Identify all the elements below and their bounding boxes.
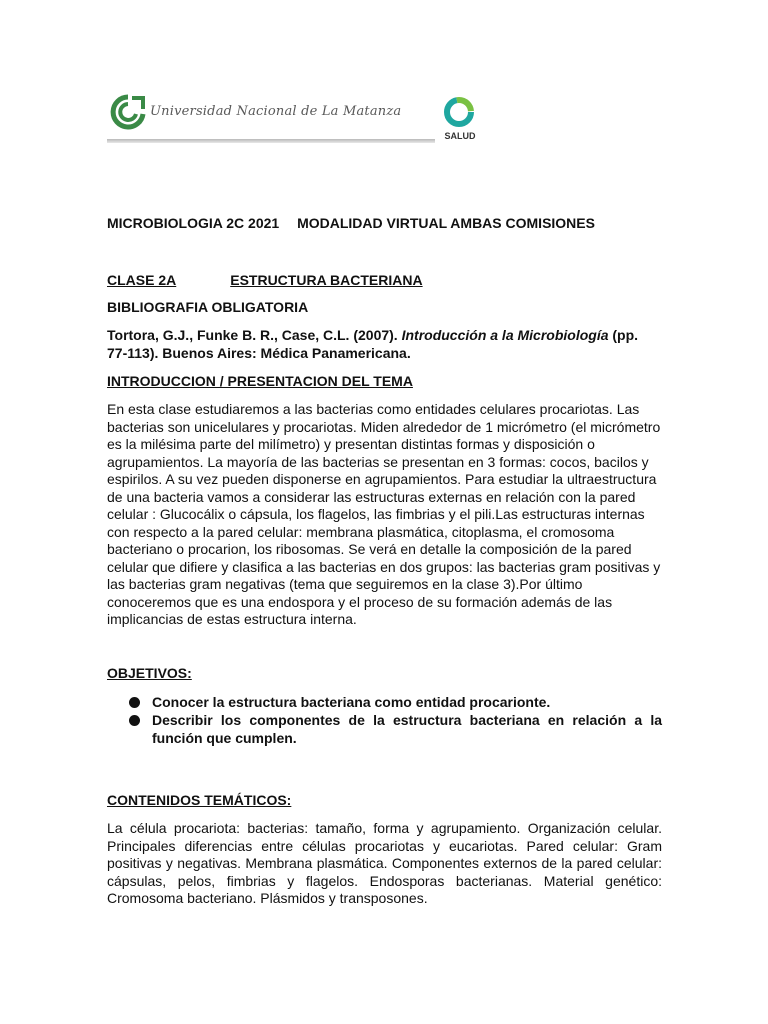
class-topic: ESTRUCTURA BACTERIANA	[230, 272, 423, 288]
university-logo-icon	[110, 94, 146, 134]
bibliography-heading: BIBLIOGRAFIA OBLIGATORIA	[107, 299, 309, 315]
contents-paragraph: La célula procariota: bacterias: tamaño, forma y agrupamiento. Organización celular. Principales diferencias entre células procariotas y eucariotas. Pared celular: Gram positivas y negativas. Membrana plasmática. Componentes externos de la pared celular: cápsulas, pelos, fimbrias y flagelos. Endosporas bacterianas. Material genético: Cromosoma bacteriano. Plásmidos y transposones.	[107, 820, 662, 906]
course-name: MICROBIOLOGIA 2C 2021	[107, 215, 280, 231]
introduction-heading: INTRODUCCION / PRESENTACION DEL TEMA	[107, 373, 413, 389]
list-item	[127, 693, 662, 711]
reference-details: (pp. 77-113). Buenos Aires: Médica Panamericana.	[107, 327, 639, 361]
bullet-icon	[129, 697, 140, 708]
introduction-paragraph: En esta clase estudiaremos a las bacterias como entidades celulares procariotas. Las bacterias son unicelulares y procariotas. Miden alrededor de 1 micrómetro (el micrómetro es la milésima parte del milímetro) y presentan distintas formas y disposición o agrupamientos. La mayoría de las bacterias se presentan en 3 formas: cocos, bacilos y espirilos. A su vez pueden disponerse en agrupamientos. Para estudiar la ultraestructura de una bacteria vamos a considerar las estructuras externas en relación con la pared celular : Glucocálix o cápsula, los flagelos, las fimbrias y el pili.Las estructuras internas con respecto a la pared celular: membrana plasmática, citoplasma, el cromosoma bacteriano o procarion, los ribosomas. Se verá en detalle la composición de la pared celular que difiere y clasifica a las bacterias en dos grupos: las bacterias gram positivas y las bacterias gram negativas (tema que seguiremos en la clase 3).Por último conoceremos que es una endospora y el proceso de su formación además de las implicancias de estas estructura interna.	[107, 401, 661, 627]
contents-heading: CONTENIDOS TEMÁTICOS:	[107, 792, 292, 808]
objectives-heading: OBJETIVOS:	[107, 665, 192, 681]
objectives-list	[127, 693, 662, 747]
header-divider	[107, 139, 435, 143]
objective-text: Describir los componentes de la estructura bacteriana en relación a la función que cumplen.	[152, 712, 662, 746]
salud-logo-icon	[441, 96, 477, 128]
reference-book-title: Introducción a la Microbiología	[401, 327, 609, 343]
university-name: Universidad Nacional de La Matanza	[150, 104, 402, 119]
salud-label: SALUD	[444, 131, 476, 141]
class-number: CLASE 2A	[107, 272, 177, 288]
class-line	[107, 272, 662, 290]
objective-text: Conocer la estructura bacteriana como entidad procarionte.	[152, 694, 551, 710]
bullet-icon	[129, 715, 140, 726]
reference-authors: Tortora, G.J., Funke B. R., Case, C.L. (2007).	[107, 327, 402, 343]
course-title-line	[107, 215, 662, 233]
list-item	[127, 711, 662, 747]
bibliography-reference	[107, 327, 662, 362]
course-modality: MODALIDAD VIRTUAL AMBAS COMISIONES	[297, 215, 595, 231]
